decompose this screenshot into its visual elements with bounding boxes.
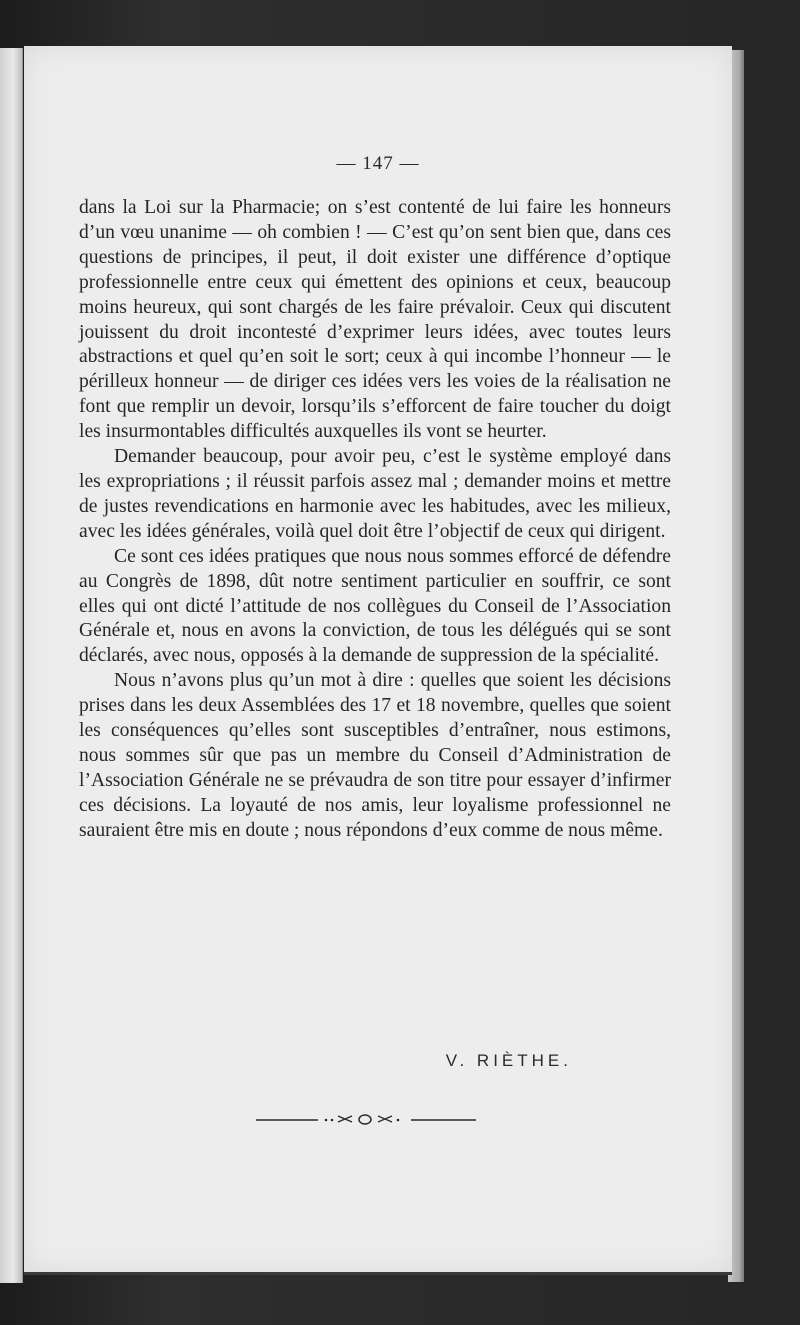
paragraph-1: dans la Loi sur la Pharmacie; on s’est contenté de lui faire les honneurs d’un vœu unanime — oh combien ! — C’est qu’on sent bien que, dans ces questions de principes, il peut, il doit exister une différence d’optique professionnelle entre ceux qui émettent des opinions et ceux, beaucoup moins heureux, qui sont chargés de les faire prévaloir. Ceux qui discutent jouissent du droit incontesté d’exprimer leurs idées, avec toutes leurs abstractions et quel qu’en soit le sort; ceux à qui incombe l’honneur — le périlleux honneur — de diriger ces idées vers les voies de la réalisation ne font que remplir un devoir, lorsqu’ils s’efforcent de faire toucher du doigt les insurmontables difficultés auxquelles ils vont se heurter. bbox=[79, 197, 671, 443]
body-text bbox=[79, 196, 671, 844]
closing-ornament-icon bbox=[256, 1112, 476, 1126]
page-number: — 147 — bbox=[336, 153, 420, 174]
paragraph-3: Ce sont ces idées pratiques que nous nous sommes efforcé de défendre au Congrès de 1898, dût notre sentiment particulier en souffrir, ce sont elles qui ont dicté l’attitude de nos collègues du Conseil de l’Association Générale et, nous en avons la conviction, de tous les délégués qui se sont déclarés, avec nous, opposés à la demande de suppression de la spécialité. bbox=[79, 545, 671, 667]
author-signature: V. RIÈTHE. bbox=[445, 1051, 572, 1070]
paragraph-4: Nous n’avons plus qu’un mot à dire : quelles que soient les décisions prises dans les deux Assemblées des 17 et 18 novembre, quelles que soient les conséquences qu’elles sont susceptibles d’entraîner, nous estimons, nous sommes sûr que pas un membre du Conseil d’Administration de l’Association Générale ne se prévaudra de son titre pour essayer d’infirmer ces décisions. La loyauté de nos amis, leur loyalisme professionnel ne sauraient être mis en doute ; nous répondons d’eux comme de nous même. bbox=[79, 670, 671, 841]
paragraph-2: Demander beaucoup, pour avoir peu, c’est le système employé dans les expropriations ; il réussit parfois assez mal ; demander moins et mettre de justes revendications en harmonie avec les habitudes, avec les milieux, avec les idées générales, voilà quel doit être l’objectif de ceux qui dirigent. bbox=[79, 446, 671, 542]
book-page bbox=[24, 46, 732, 1275]
previous-page-edge bbox=[0, 48, 23, 1283]
